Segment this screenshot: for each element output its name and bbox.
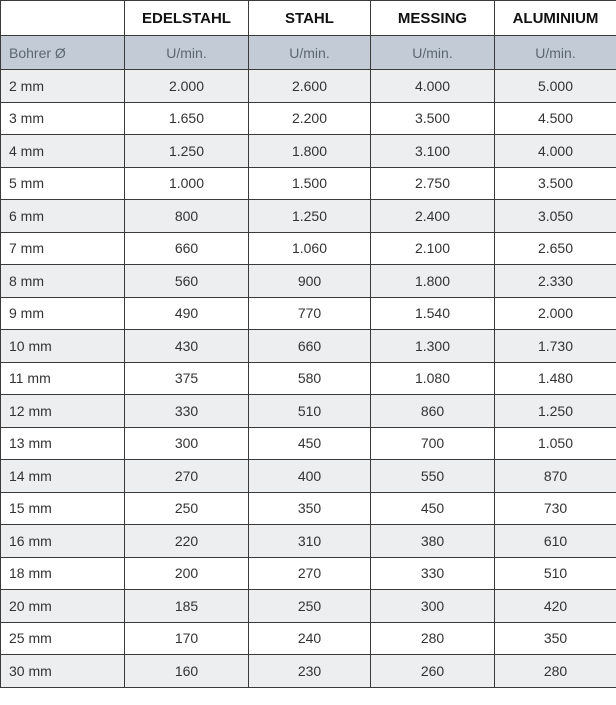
cell-stahl: 510: [249, 395, 371, 428]
cell-drill-diameter: 4 mm: [1, 135, 125, 168]
cell-aluminium: 1.480: [495, 362, 616, 395]
cell-stahl: 230: [249, 655, 371, 688]
cell-aluminium: 350: [495, 622, 616, 655]
table-row: [1, 265, 616, 298]
cell-messing: 2.400: [371, 200, 495, 233]
cell-drill-diameter: 30 mm: [1, 655, 125, 688]
cell-aluminium: 1.050: [495, 427, 616, 460]
table-row: [1, 460, 616, 493]
cell-aluminium: 2.650: [495, 232, 616, 265]
cell-messing: 1.300: [371, 330, 495, 363]
cell-aluminium: 3.050: [495, 200, 616, 233]
cell-stahl: 1.060: [249, 232, 371, 265]
cell-aluminium: 610: [495, 525, 616, 558]
cell-drill-diameter: 6 mm: [1, 200, 125, 233]
table-row: [1, 135, 616, 168]
cell-edelstahl: 160: [125, 655, 249, 688]
cell-edelstahl: 800: [125, 200, 249, 233]
cell-drill-diameter: 18 mm: [1, 557, 125, 590]
cell-drill-diameter: 13 mm: [1, 427, 125, 460]
cell-edelstahl: 300: [125, 427, 249, 460]
table-row: [1, 70, 616, 103]
cell-messing: 550: [371, 460, 495, 493]
cell-edelstahl: 660: [125, 232, 249, 265]
cell-edelstahl: 560: [125, 265, 249, 298]
cell-stahl: 240: [249, 622, 371, 655]
cell-messing: 2.750: [371, 167, 495, 200]
cell-drill-diameter: 16 mm: [1, 525, 125, 558]
cell-aluminium: 5.000: [495, 70, 616, 103]
cell-messing: 280: [371, 622, 495, 655]
cell-edelstahl: 490: [125, 297, 249, 330]
cell-drill-diameter: 11 mm: [1, 362, 125, 395]
cell-aluminium: 1.730: [495, 330, 616, 363]
cell-messing: 3.100: [371, 135, 495, 168]
cell-messing: 2.100: [371, 232, 495, 265]
cell-drill-diameter: 14 mm: [1, 460, 125, 493]
table-row: [1, 200, 616, 233]
cell-messing: 4.000: [371, 70, 495, 103]
table-row: [1, 427, 616, 460]
cell-stahl: 250: [249, 590, 371, 623]
cell-messing: 1.540: [371, 297, 495, 330]
cell-drill-diameter: 12 mm: [1, 395, 125, 428]
cell-messing: 1.080: [371, 362, 495, 395]
cell-stahl: 580: [249, 362, 371, 395]
table-row: [1, 395, 616, 428]
cell-edelstahl: 430: [125, 330, 249, 363]
cell-drill-diameter: 9 mm: [1, 297, 125, 330]
cell-messing: 3.500: [371, 102, 495, 135]
table-row: [1, 167, 616, 200]
cell-stahl: 450: [249, 427, 371, 460]
table-row: [1, 492, 616, 525]
cell-stahl: 310: [249, 525, 371, 558]
cell-drill-diameter: 3 mm: [1, 102, 125, 135]
cell-drill-diameter: 8 mm: [1, 265, 125, 298]
cell-edelstahl: 375: [125, 362, 249, 395]
unit-cell: U/min.: [249, 36, 371, 70]
table-row: [1, 622, 616, 655]
table-row: [1, 525, 616, 558]
table-row: [1, 232, 616, 265]
cell-stahl: 270: [249, 557, 371, 590]
cell-stahl: 1.250: [249, 200, 371, 233]
cell-messing: 860: [371, 395, 495, 428]
cell-messing: 330: [371, 557, 495, 590]
cell-aluminium: 420: [495, 590, 616, 623]
cell-messing: 260: [371, 655, 495, 688]
cell-aluminium: 1.250: [495, 395, 616, 428]
table-row: [1, 655, 616, 688]
cell-edelstahl: 170: [125, 622, 249, 655]
unit-cell-drill-diameter: Bohrer Ø: [1, 36, 125, 70]
cell-edelstahl: 185: [125, 590, 249, 623]
cell-stahl: 400: [249, 460, 371, 493]
cell-drill-diameter: 15 mm: [1, 492, 125, 525]
table-row: [1, 330, 616, 363]
table-row: [1, 590, 616, 623]
cell-edelstahl: 220: [125, 525, 249, 558]
header-cell-stahl: STAHL: [249, 1, 371, 36]
cell-drill-diameter: 25 mm: [1, 622, 125, 655]
header-cell-messing: MESSING: [371, 1, 495, 36]
cell-drill-diameter: 7 mm: [1, 232, 125, 265]
cell-stahl: 900: [249, 265, 371, 298]
table-row: [1, 362, 616, 395]
cell-edelstahl: 1.000: [125, 167, 249, 200]
cell-messing: 1.800: [371, 265, 495, 298]
cell-edelstahl: 330: [125, 395, 249, 428]
cell-aluminium: 2.000: [495, 297, 616, 330]
unit-cell: U/min.: [125, 36, 249, 70]
cell-edelstahl: 200: [125, 557, 249, 590]
header-cell-edelstahl: EDELSTAHL: [125, 1, 249, 36]
unit-cell: U/min.: [495, 36, 616, 70]
cell-aluminium: 3.500: [495, 167, 616, 200]
cell-edelstahl: 250: [125, 492, 249, 525]
cell-drill-diameter: 5 mm: [1, 167, 125, 200]
cell-messing: 700: [371, 427, 495, 460]
cell-messing: 300: [371, 590, 495, 623]
table-row: [1, 297, 616, 330]
unit-cell: U/min.: [371, 36, 495, 70]
cell-aluminium: 280: [495, 655, 616, 688]
cell-stahl: 2.600: [249, 70, 371, 103]
cell-aluminium: 870: [495, 460, 616, 493]
table-row: [1, 557, 616, 590]
cell-stahl: 2.200: [249, 102, 371, 135]
cell-aluminium: 730: [495, 492, 616, 525]
cell-aluminium: 4.000: [495, 135, 616, 168]
unit-row: [1, 36, 616, 70]
cell-aluminium: 4.500: [495, 102, 616, 135]
header-cell-corner: [1, 1, 125, 36]
cell-stahl: 350: [249, 492, 371, 525]
cell-edelstahl: 2.000: [125, 70, 249, 103]
cell-aluminium: 2.330: [495, 265, 616, 298]
cell-edelstahl: 1.650: [125, 102, 249, 135]
cell-edelstahl: 270: [125, 460, 249, 493]
cell-stahl: 1.500: [249, 167, 371, 200]
header-row: [1, 1, 616, 36]
cell-edelstahl: 1.250: [125, 135, 249, 168]
cell-stahl: 1.800: [249, 135, 371, 168]
table-body: [1, 70, 616, 688]
cell-drill-diameter: 20 mm: [1, 590, 125, 623]
header-cell-aluminium: ALUMINIUM: [495, 1, 616, 36]
table-row: [1, 102, 616, 135]
cell-messing: 380: [371, 525, 495, 558]
cell-messing: 450: [371, 492, 495, 525]
cell-aluminium: 510: [495, 557, 616, 590]
cell-stahl: 770: [249, 297, 371, 330]
cell-stahl: 660: [249, 330, 371, 363]
cell-drill-diameter: 2 mm: [1, 70, 125, 103]
cell-drill-diameter: 10 mm: [1, 330, 125, 363]
